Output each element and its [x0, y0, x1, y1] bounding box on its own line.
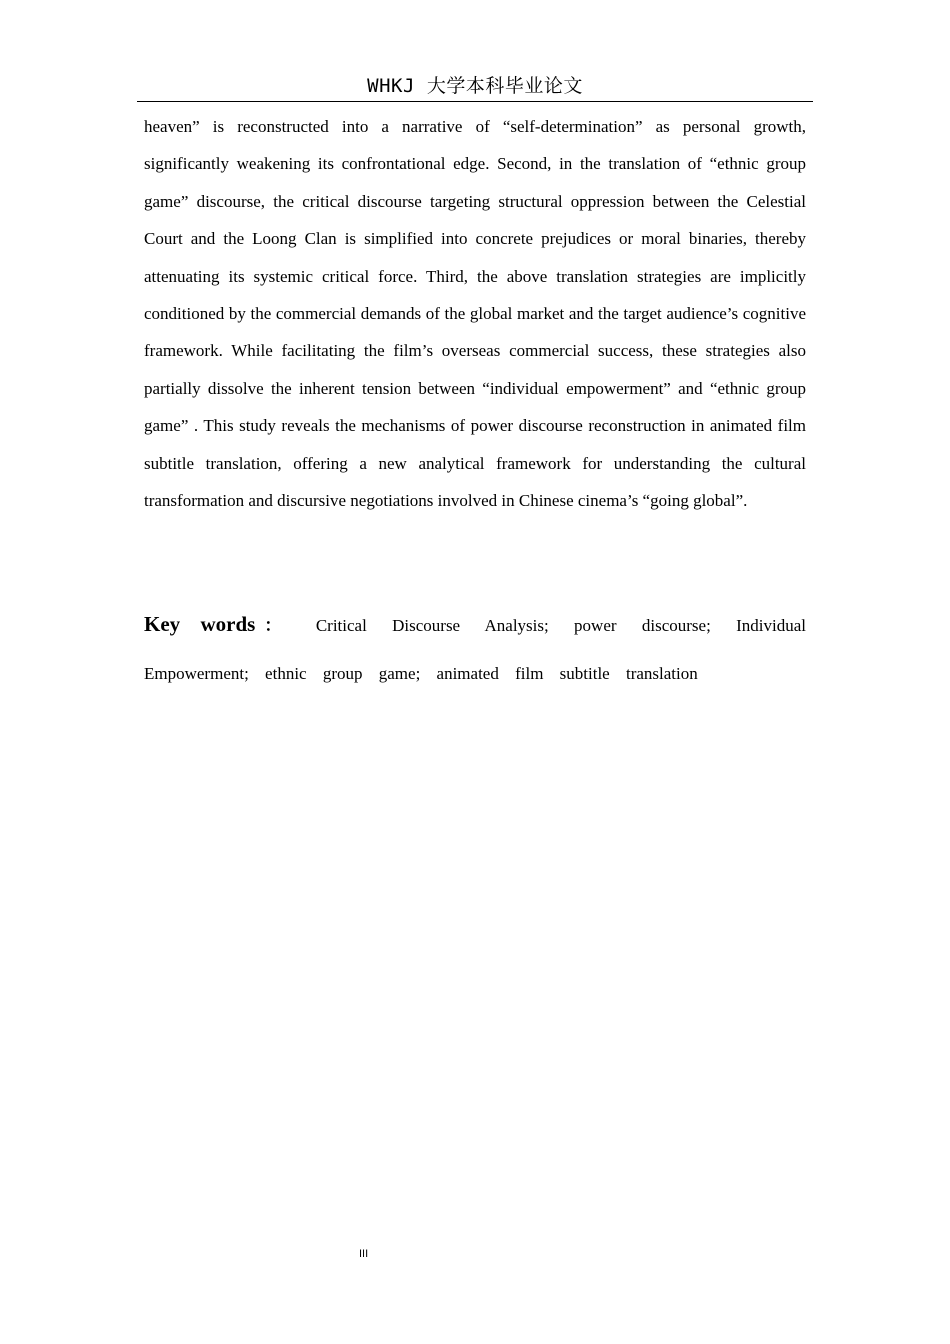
keywords-label: Key words	[144, 612, 256, 636]
keywords-line	[144, 600, 806, 698]
abstract-paragraph: heaven” is reconstructed into a narrative of “self-determination” as personal growth, significantly weakening its confrontational edge. Second, in the translation of “ethnic group game” discourse, the critical discourse targeting structural oppression between the Celestial Court and the Loong Clan is simplified into concrete prejudices or moral binaries, thereby attenuating its systemic critical force. Third, the above translation strategies are implicitly conditioned by the commercial demands of the global market and the target audience’s cognitive framework. While facilitating the film’s overseas commercial success, these strategies also partially dissolve the inherent tension between “individual empowerment” and “ethnic group game” . This study reveals the mechanisms of power discourse reconstruction in animated film subtitle translation, offering a new analytical framework for understanding the cultural transformation and discursive negotiations involved in Chinese cinema’s “going global”.	[144, 117, 806, 511]
keywords-colon: ：	[255, 616, 291, 635]
header-title: WHKJ 大学本科毕业论文	[367, 75, 583, 97]
page-header	[137, 72, 813, 102]
keywords-text: Critical Discourse Analysis; power discourse; Individual Empowerment; ethnic group game; animated film subtitle translation	[144, 616, 806, 683]
page-number: III	[359, 1248, 369, 1260]
